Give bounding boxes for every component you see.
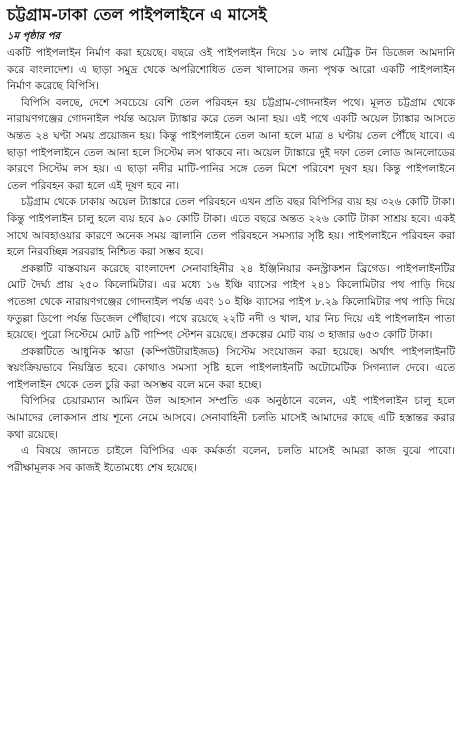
article-paragraph: প্রকল্পটি বাস্তবায়ন করেছে বাংলাদেশ সেনাবাহিনীর ২৪ ইঞ্জিনিয়ার কনস্ট্রাকশন ব্রিগেড। পাইপলাইনটির মোট দৈর্ঘ্য প্রায় ২৫০ কিলোমিটার। এর মধ্যে ১৬ ইঞ্চি ব্যাসের পাইপ ২৪১ কিলোমিটার পথ পাড়ি দিয়ে পতেঙ্গা থেকে নারায়ণগঞ্জের গোদনাইল পর্যন্ত এবং ১০ ইঞ্চি ব্যাসের পাইপ ৮.২৯ কিলোমিটার পথ পাড়ি দিয়ে ফতুল্লা ডিপো পর্যন্ত ডিজেল পৌঁছাবে। পথে রয়েছে ২২টি নদী ও খাল, যার নিচ দিয়ে এই পাইপলাইন পাতা হয়েছে। পুরো সিস্টেমে মোট ৯টি পাম্পিং স্টেশন রয়েছে। প্রকল্পের মোট ব্যয় ৩ হাজার ৬৫৩ কোটি টাকা।	[7, 262, 455, 342]
article-body	[7, 45, 455, 476]
article-paragraph: বিপিসি বলছে, দেশে সবচেয়ে বেশি তেল পরিবহন হয় চট্টগ্রাম-গোদনাইল পথে। মূলত চট্টগ্রাম থেকে নারায়ণগঞ্জের গোদনাইল পর্যন্ত অয়েল ট্যাঙ্কার করে তেল আনা হয়। এই পথে একটি অয়েল ট্যাঙ্কার আসতে অন্তত ২৪ ঘণ্টা সময় প্রয়োজন হয়। কিন্তু পাইপলাইনে তেল আনা হলে মাত্র ৪ ঘণ্টায় তেল পৌঁছে যাবে। এ ছাড়া পাইপলাইনে তেল আনা হলে সিস্টেম লস থাকবে না। অয়েল ট্যাঙ্কারে দুই দফা তেল লোড আনলোডের কারণে সিস্টেম লস হয়। এ ছাড়া নদীর মাটি-পানির সঙ্গে তেল মিশে পরিবেশ দূষণ হয়। কিন্তু পাইপলাইনে তেল পরিবহন করা হলে এই দূষণ হবে না।	[7, 96, 455, 192]
article-paragraph: এ বিষয়ে জানতে চাইলে বিপিসির এক কর্মকর্তা বলেন, চলতি মাসেই আমরা কাজ বুঝে পাবো। পরীক্ষামূলক সব কাজই ইতোমধ্যে শেষ হয়েছে।	[7, 445, 455, 474]
article-headline: চট্টগ্রাম-ঢাকা তেল পাইপলাইনে এ মাসেই	[7, 5, 267, 24]
article-paragraph: প্রকল্পটিতে আধুনিক স্কাডা (কম্পিউটারাইজড) সিস্টেম সংযোজন করা হয়েছে। অর্থাৎ পাইপলাইনটি স্বয়ংক্রিয়ভাবে নিয়ন্ত্রিত হবে। কোথাও সমস্যা সৃষ্টি হলে পাইপলাইনটি অটোমেটিক সিগন্যাল দেবে। এতে পাইপলাইন থেকে তেল চুরি করা অসম্ভব বলে মনে করা হচ্ছে।	[7, 345, 455, 391]
continuation-note: ১ম পৃষ্ঠার পর	[7, 31, 60, 42]
article-paragraph: বিপিসির চেয়ারম্যান আমিন উল আহসান সম্প্রতি এক অনুষ্ঠানে বলেন, এই পাইপলাইন চালু হলে আমাদের লোকসান প্রায় শূন্যে নেমে আসবে। সেনাবাহিনী চলতি মাসেই আমাদের কাছে এটি হস্তান্তর করার কথা রয়েছে।	[7, 395, 455, 441]
article-paragraph: একটি পাইপলাইন নির্মাণ করা হয়েছে। বছরে ওই পাইপলাইন দিয়ে ১০ লাখ মেট্রিক টন ডিজেল আমদানি করে বাংলাদেশ। এ ছাড়া সমুদ্র থেকে অপরিশোধিত তেল খালাসের জন্য পৃথক আরো একটি পাইপলাইন নির্মাণ করেছে বিপিসি।	[7, 47, 455, 93]
article-paragraph: চট্টগ্রাম থেকে ঢাকায় অয়েল ট্যাঙ্কারে তেল পরিবহনে এখন প্রতি বছর বিপিসির ব্যয় হয় ৩২৬ কোটি টাকা। কিন্তু পাইপলাইন চালু হলে ব্যয় হবে ৯০ কোটি টাকা। এতে বছরে অন্তত ২২৬ কোটি টাকা সাশ্রয় হবে। একই সাথে আবহাওয়ার কারণে অনেক সময় জ্বালানি তেল পরিবহনে সমস্যার সৃষ্টি হয়। পাইপলাইনে পরিবহন করা হলে নিরবচ্ছিন্ন সরবরাহ নিশ্চিত করা সম্ভব হবে।	[7, 196, 455, 259]
